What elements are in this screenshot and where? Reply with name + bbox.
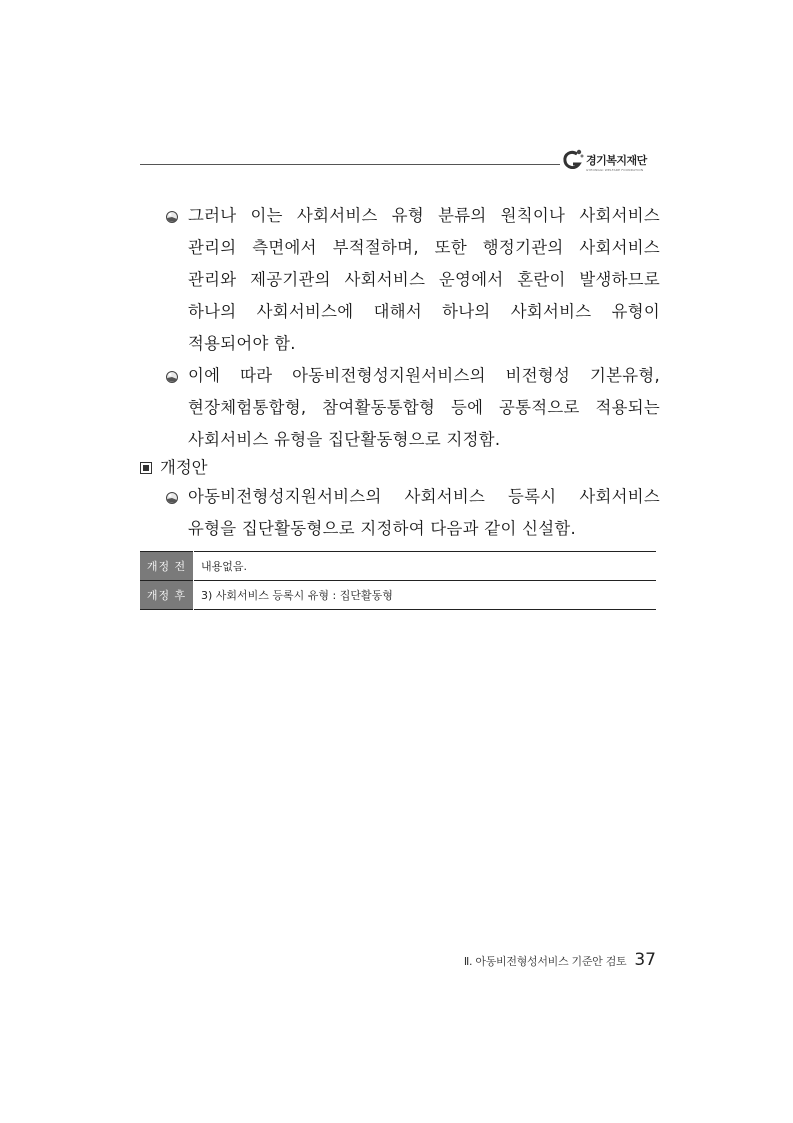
page-number: 37 <box>634 950 656 970</box>
paragraph-text: 그러나 이는 사회서비스 유형 분류의 원칙이나 사회서비스 관리의 측면에서 부적절하며, 또한 행정기관의 사회서비스 관리와 제공기관의 사회서비스 운영에서 혼란이 발생하므로 하나의 사회서비스에 대해서 하나의 사회서비스 유형이 적용되어야 함. <box>188 206 660 353</box>
section-body <box>164 481 660 545</box>
bullet-icon <box>164 209 180 225</box>
row-value: 내용없음. <box>201 560 248 573</box>
section-title-text: 개정안 <box>160 458 208 477</box>
logo-subtext: GYEONGGI WELFARE FOUNDATION <box>586 168 644 172</box>
foundation-logo <box>562 146 662 176</box>
paragraph-designation <box>164 360 660 456</box>
header-rule <box>140 164 560 165</box>
row-label: 개정 후 <box>140 581 194 610</box>
page-footer <box>440 950 656 978</box>
logo-text: 경기복지재단 <box>586 154 647 167</box>
paragraph-classification-issue <box>164 200 660 360</box>
table-row <box>140 552 656 581</box>
table-row <box>140 581 656 610</box>
revision-table <box>140 551 656 610</box>
square-bullet-icon <box>140 462 152 474</box>
bullet-icon <box>164 490 180 506</box>
paragraph-proposal <box>164 481 660 545</box>
bullet-icon <box>164 369 180 385</box>
row-label: 개정 전 <box>140 552 194 581</box>
paragraph-text: 이에 따라 아동비전형성지원서비스의 비전형성 기본유형, 현장체험통합형, 참여활동통합형 등에 공통적으로 적용되는 사회서비스 유형을 집단활동형으로 지정함. <box>188 366 660 449</box>
row-value: 3) 사회서비스 등록시 유형 : 집단활동형 <box>201 589 393 602</box>
paragraph-text: 아동비전형성지원서비스의 사회서비스 등록시 사회서비스 유형을 집단활동형으로 지정하여 다음과 같이 신설함. <box>188 487 660 538</box>
logo-swirl-icon <box>562 148 584 172</box>
chapter-title: Ⅱ. 아동비전형성서비스 기준안 검토 <box>463 955 627 968</box>
section-title <box>140 456 208 480</box>
body-paragraphs <box>164 200 660 456</box>
